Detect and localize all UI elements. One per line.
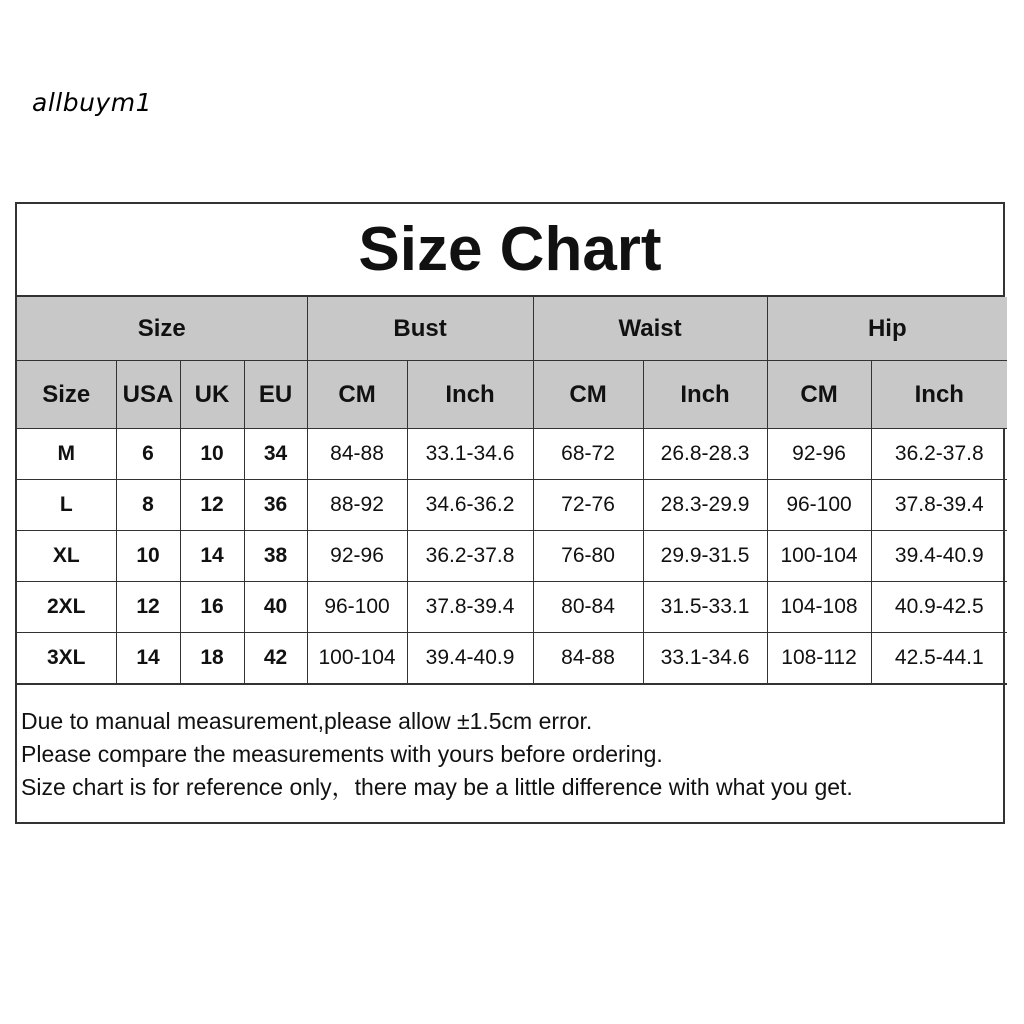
table-cell: 40 [244,582,307,633]
table-cell: 33.1-34.6 [643,633,767,685]
table-cell: 42 [244,633,307,685]
table-cell: 39.4-40.9 [871,531,1007,582]
table-cell: 36.2-37.8 [871,429,1007,480]
table-cell: 29.9-31.5 [643,531,767,582]
table-cell: 100-104 [307,633,407,685]
table-cell: 12 [180,480,244,531]
group-header-waist: Waist [533,297,767,361]
sub-header-hip-inch: Inch [871,361,1007,429]
size-table [17,297,1007,685]
table-cell: 108-112 [767,633,871,685]
chart-title: Size Chart [17,204,1003,297]
table-cell: 10 [116,531,180,582]
sub-header-uk: UK [180,361,244,429]
sub-header-row [17,361,1007,429]
table-cell: 14 [116,633,180,685]
table-cell: 14 [180,531,244,582]
table-cell: 68-72 [533,429,643,480]
table-cell: 104-108 [767,582,871,633]
table-cell: 92-96 [307,531,407,582]
table-cell: 92-96 [767,429,871,480]
table-cell: 26.8-28.3 [643,429,767,480]
table-row [17,429,1007,480]
table-cell: M [17,429,116,480]
table-cell: 37.8-39.4 [407,582,533,633]
table-cell: 3XL [17,633,116,685]
table-cell: 100-104 [767,531,871,582]
table-cell: 88-92 [307,480,407,531]
table-cell: XL [17,531,116,582]
table-cell: 36.2-37.8 [407,531,533,582]
table-cell: 16 [180,582,244,633]
sub-header-eu: EU [244,361,307,429]
sub-header-usa: USA [116,361,180,429]
table-cell: 33.1-34.6 [407,429,533,480]
table-cell: L [17,480,116,531]
table-row [17,582,1007,633]
table-cell: 96-100 [307,582,407,633]
table-cell: 34 [244,429,307,480]
table-cell: 84-88 [307,429,407,480]
table-row [17,633,1007,685]
table-cell: 96-100 [767,480,871,531]
table-cell: 34.6-36.2 [407,480,533,531]
table-row [17,480,1007,531]
table-cell: 42.5-44.1 [871,633,1007,685]
group-header-bust: Bust [307,297,533,361]
table-cell: 76-80 [533,531,643,582]
notes [17,685,1003,822]
sub-header-hip-cm: CM [767,361,871,429]
table-cell: 28.3-29.9 [643,480,767,531]
table-row [17,531,1007,582]
table-cell: 38 [244,531,307,582]
table-cell: 31.5-33.1 [643,582,767,633]
sub-header-bust-inch: Inch [407,361,533,429]
table-cell: 40.9-42.5 [871,582,1007,633]
table-cell: 6 [116,429,180,480]
watermark: allbuym1 [32,88,152,117]
sub-header-size: Size [17,361,116,429]
table-cell: 72-76 [533,480,643,531]
table-cell: 80-84 [533,582,643,633]
table-cell: 8 [116,480,180,531]
size-chart [15,202,1005,824]
table-cell: 18 [180,633,244,685]
table-cell: 10 [180,429,244,480]
table-cell: 36 [244,480,307,531]
group-header-hip: Hip [767,297,1007,361]
table-cell: 12 [116,582,180,633]
group-header-row [17,297,1007,361]
table-cell: 39.4-40.9 [407,633,533,685]
table-cell: 84-88 [533,633,643,685]
note-line: Please compare the measurements with yours before ordering. [21,741,663,767]
group-header-size: Size [17,297,307,361]
sub-header-bust-cm: CM [307,361,407,429]
note-line: Size chart is for reference only，there may be a little difference with what you get. [21,774,853,800]
table-cell: 2XL [17,582,116,633]
table-cell: 37.8-39.4 [871,480,1007,531]
sub-header-waist-cm: CM [533,361,643,429]
sub-header-waist-inch: Inch [643,361,767,429]
note-line: Due to manual measurement,please allow ±1.5cm error. [21,708,593,734]
